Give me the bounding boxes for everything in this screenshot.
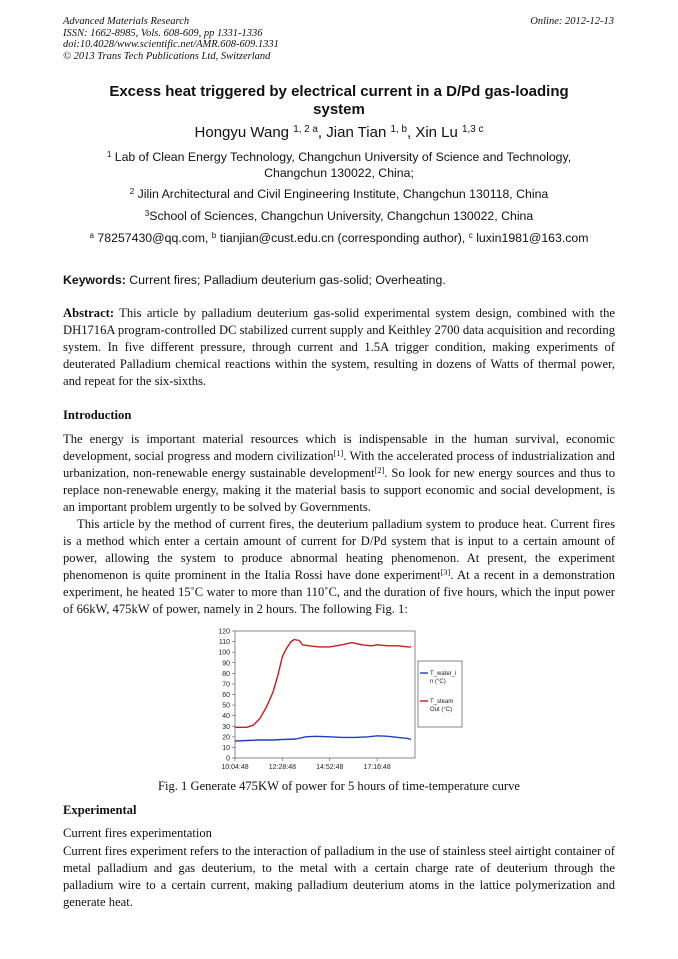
journal-name: Advanced Materials Research <box>63 16 190 27</box>
x-tick-label: 10:04:48 <box>221 764 249 771</box>
figure-1-chart <box>205 625 465 775</box>
affiliation-3 <box>63 208 615 224</box>
y-tick-label: 120 <box>218 628 230 636</box>
author-emails <box>63 230 615 246</box>
affil-text: Changchun 130022, China; <box>264 166 414 180</box>
author-name: Hongyu Wang <box>194 124 290 141</box>
email-a: 78257430@qq.com, <box>97 231 212 245</box>
section-heading-introduction: Introduction <box>63 408 132 422</box>
intro-text: . With the accelerated process of industrialization and urbanization, non-renewable energy sustainable development <box>63 449 615 480</box>
intro-text: . So look for new energy sources and thus to replace non-renewable energy, making it the material basis to support economic and social development, is an important problem urgently to be solved by Governments. <box>63 466 615 514</box>
intro-text: This article by the method of current fires, the deuterium palladium system to produce heat. Current fires is a method which enter a certain amount of current for D/Pd system that is input to a certain amount of power, allowing the system to produce abnormal heating phenomenon. At present, the experiment phenomenon is quite prominent in the Italia Rossi have done experiment <box>63 517 615 582</box>
experimental-paragraph: Current fires experiment refers to the interaction of palladium in the use of stainless steel airtight container of metal palladium and gas deuterium, to the metal with a certain charge rate of deuterium through the palladium wire to a certain current, making palladium deuterium atoms in the lattice polymerization and generate heat. <box>63 844 615 909</box>
legend-label: T_water_i <box>430 671 457 677</box>
citation-ref: [3] <box>440 567 451 577</box>
y-tick-label: 20 <box>222 734 230 742</box>
legend-label: n (°C) <box>430 679 446 685</box>
introduction-paragraph-2 <box>63 516 615 618</box>
abstract-text: This article by palladium deuterium gas-solid experimental system design, combined with the DH1716A program-controlled DC stabilized current supply and Keithley 2700 data acquisition and recording system. In five different pressure, through current and 1.5A trigger condition, making experiments of deuterated Palladium chemical reactions within the system, resulting in dozens of Watts of thermal power, and repeat for the six-sixths. <box>63 306 615 388</box>
y-tick-label: 80 <box>222 670 230 678</box>
citation-ref: [2] <box>374 465 385 475</box>
citation-ref: [1] <box>333 448 344 458</box>
figure-caption: Fig. 1 Generate 475KW of power for 5 hours of time-temperature curve <box>157 779 521 793</box>
email-sup: b <box>211 230 217 240</box>
legend-label: T_steam <box>430 699 454 705</box>
y-tick-label: 70 <box>222 681 230 689</box>
title-line-2: system <box>313 101 365 118</box>
author-name: Jian Tian <box>326 124 387 141</box>
author-affil-sup: 1,3 c <box>462 124 484 136</box>
online-date: Online: 2012-12-13 <box>530 16 614 27</box>
email-sup: a <box>89 230 94 240</box>
affil-text: Jilin Architectural and Civil Engineering Institute, Changchun 130118, China <box>137 187 549 201</box>
author-name: Xin Lu <box>415 124 458 141</box>
affil-text: School of Sciences, Changchun University, Changchun 130022, China <box>149 209 534 223</box>
author-affil-sup: 1, 2 a <box>293 124 318 136</box>
intro-text: . At a recent in a demonstration experiment, he heated 15˚C water to more than 110˚C, and the duration of five hours, which the input power of 66kW, 475kW of power, namely in 2 hours. The following Fig. 1: <box>63 568 615 616</box>
keywords-text: Current fires; Palladium deuterium gas-solid; Overheating. <box>125 273 446 287</box>
y-tick-label: 90 <box>222 660 230 668</box>
y-tick-label: 60 <box>222 692 230 699</box>
y-tick-label: 30 <box>222 723 230 731</box>
author-sep: , <box>406 124 416 141</box>
intro-text: The energy is important material resources which is indispensable in the human survival, economic development, social progress and modern civilization <box>63 432 615 463</box>
y-tick-label: 100 <box>218 649 230 657</box>
introduction-paragraph-1 <box>63 431 615 516</box>
y-tick-label: 40 <box>222 713 230 721</box>
legend-label: Out (°C) <box>430 707 453 713</box>
y-tick-label: 0 <box>226 755 230 763</box>
affil-number: 2 <box>129 186 135 196</box>
affiliation-1 <box>63 149 615 181</box>
paper-title <box>63 83 615 119</box>
keywords <box>63 272 615 288</box>
affil-number: 1 <box>106 149 112 159</box>
email-sup: c <box>468 230 473 240</box>
copyright-line: © 2013 Trans Tech Publications Ltd, Switzerland <box>63 50 271 62</box>
journal-header <box>63 16 279 62</box>
email-b: tianjian@cust.edu.cn (corresponding author), <box>219 231 469 245</box>
abstract-label: Abstract: <box>63 306 115 320</box>
doi-line: doi:10.4028/www.scientific.net/AMR.608-609.1331 <box>63 39 279 50</box>
email-c: luxin1981@163.com <box>476 231 589 245</box>
x-tick-label: 17:16:48 <box>363 764 391 771</box>
affil-text: Lab of Clean Energy Technology, Changchun University of Science and Technology, <box>114 150 572 164</box>
x-tick-label: 14:52:48 <box>316 764 344 771</box>
affiliation-2 <box>63 186 615 202</box>
author-affil-sup: 1, b <box>390 124 407 136</box>
y-tick-label: 110 <box>218 639 230 647</box>
plot-area <box>235 631 415 758</box>
keywords-label: Keywords: <box>63 273 126 287</box>
author-sep: , <box>317 124 327 141</box>
y-tick-label: 50 <box>222 702 230 710</box>
abstract <box>63 305 615 390</box>
x-tick-label: 12:28:48 <box>268 764 296 771</box>
subsection-heading: Current fires experimentation <box>63 826 212 840</box>
author-list <box>63 124 615 142</box>
title-line-1: Excess heat triggered by electrical current in a D/Pd gas-loading <box>109 83 569 100</box>
section-heading-experimental: Experimental <box>63 803 137 817</box>
issn-line: ISSN: 1662-8985, Vols. 608-609, pp 1331-1336 <box>63 27 263 39</box>
time-temperature-chart <box>205 625 465 775</box>
y-tick-label: 10 <box>222 744 230 752</box>
affil-number: 3 <box>144 208 150 218</box>
